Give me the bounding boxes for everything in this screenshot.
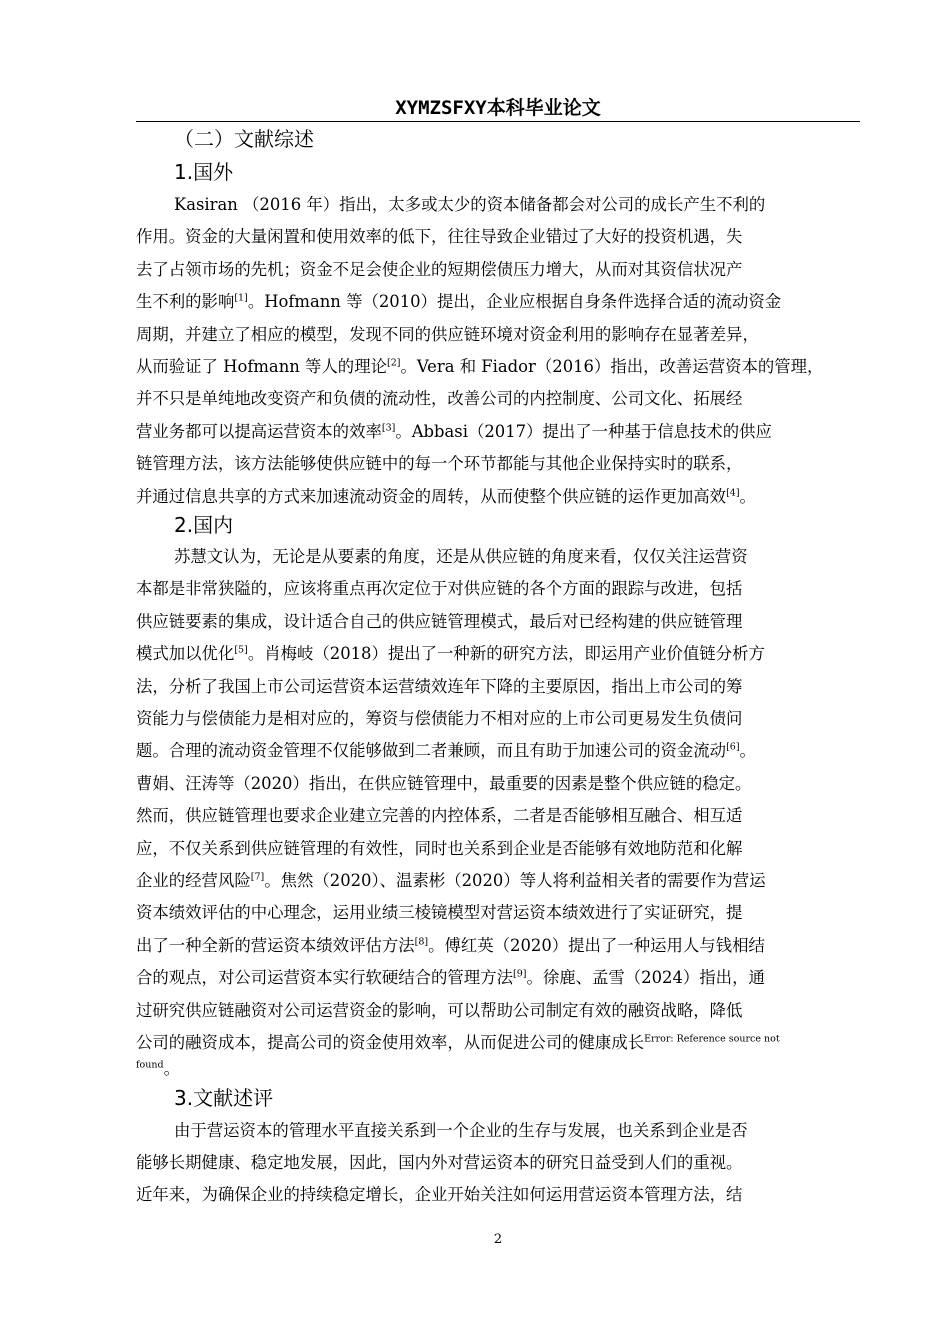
text-line: 应，不仅关系到供应链管理的有效性，同时也关系到企业是否能够有效地防范和化解 bbox=[136, 838, 743, 858]
text-segment: 。焦然（2020）、温素彬（2020）等人将利益相关者的需要作为营运 bbox=[264, 871, 766, 890]
text-segment: 模式加以优化 bbox=[136, 644, 235, 664]
text-line: 由于营运资本的管理水平直接关系到一个企业的生存与发展，也关系到企业是否 bbox=[174, 1121, 748, 1140]
text-line: 资本绩效评估的中心理念，运用业绩三棱镜模型对营运资本绩效进行了实证研究，提 bbox=[136, 903, 743, 923]
text-line bbox=[136, 962, 860, 994]
citation-ref: [5] bbox=[234, 644, 248, 656]
text-segment: 从而验证了 Hofmann 等人的理论 bbox=[136, 357, 387, 376]
text-segment: 。Abbasi（2017）提出了一种基于信息技术的供应 bbox=[395, 421, 772, 441]
text-line: 作用。资金的大量闲置和使用效率的低下，往往导致企业错过了大好的投资机遇，失 bbox=[136, 227, 743, 247]
citation-ref: Error: Reference source not bbox=[644, 1033, 780, 1045]
citation-ref: [1] bbox=[234, 292, 248, 304]
text-line bbox=[136, 930, 860, 962]
header-title: 本科毕业论文 bbox=[486, 97, 601, 119]
citation-ref: [2] bbox=[386, 357, 401, 369]
text-segment: 题。合理的流动资金管理不仅能够做到二者兼顾，而且有助于加速公司的资金流动 bbox=[136, 741, 727, 761]
page-header bbox=[136, 95, 860, 122]
text-line: 近年来，为确保企业的持续稳定增长，企业开始关注如何运用营运资本管理方法，结 bbox=[136, 1185, 743, 1205]
text-segment: 合的观点，对公司运营资本实行软硬结合的管理方法 bbox=[136, 968, 513, 988]
subheading-foreign: 1.国外 bbox=[174, 160, 234, 184]
citation-ref: [7] bbox=[250, 871, 265, 883]
text-line bbox=[136, 638, 860, 670]
text-segment: 。 bbox=[163, 1059, 180, 1078]
subheading-review: 3.文献述评 bbox=[174, 1086, 274, 1110]
text-segment: 。Hofmann 等（2010）提出，企业应根据自身条件选择合适的流动资金 bbox=[247, 292, 782, 312]
text-line bbox=[136, 481, 860, 513]
subheading-domestic: 2.国内 bbox=[174, 513, 234, 537]
text-line bbox=[136, 735, 860, 767]
text-line bbox=[136, 351, 860, 383]
text-segment: 。徐鹿、孟雪（2024）指出，通 bbox=[526, 968, 765, 988]
text-segment: 企业的经营风险 bbox=[136, 871, 251, 890]
text-line: 能够长期健康、稳定地发展，因此，国内外对营运资本的研究日益受到人们的重视。 bbox=[136, 1153, 743, 1173]
text-line: 苏慧文认为，无论是从要素的角度，还是从供应链的角度来看，仅仅关注运营资 bbox=[174, 547, 748, 566]
text-segment: 出了一种全新的营运资本绩效评估方法 bbox=[136, 935, 415, 955]
text-segment: 。Vera 和 Fiador（2016）指出，改善运营资本的管理， bbox=[400, 357, 824, 376]
text-segment: 。 bbox=[739, 486, 756, 506]
text-segment: 公司的融资成本，提高公司的资金使用效率，从而促进公司的健康成长 bbox=[136, 1033, 645, 1052]
text-line bbox=[136, 416, 860, 448]
text-line: 过研究供应链融资对公司运营资金的影响，可以帮助公司制定有效的融资战略，降低 bbox=[136, 1000, 743, 1020]
text-line: 去了占领市场的先机；资金不足会使企业的短期偿债压力增大，从而对其资信状况产 bbox=[136, 259, 743, 279]
text-segment: 。傅红英（2020）提出了一种运用人与钱相结 bbox=[428, 935, 765, 955]
text-line: 周期，并建立了相应的模型，发现不同的供应链环境对资金利用的影响存在显著差异， bbox=[136, 324, 759, 344]
page-number: 2 bbox=[493, 1232, 503, 1247]
text-line: 然而，供应链管理也要求企业建立完善的内控体系，二者是否能够相互融合、相互适 bbox=[136, 806, 743, 826]
text-segment: 。 bbox=[739, 741, 756, 761]
text-segment: 生不利的影响 bbox=[136, 292, 235, 312]
text-line: 供应链要素的集成，设计适合自己的供应链管理模式，最后对已经构建的供应链管理 bbox=[136, 611, 743, 631]
citation-ref: [4] bbox=[726, 487, 740, 499]
citation-ref: [3] bbox=[381, 422, 396, 434]
section-title: （二）文献综述 bbox=[174, 127, 314, 151]
text-line: 并不只是单纯地改变资产和负债的流动性，改善公司的内控制度、公司文化、拓展经 bbox=[136, 389, 743, 409]
citation-ref: found bbox=[136, 1059, 164, 1071]
text-line: 本都是非常狭隘的，应该将重点再次定位于对供应链的各个方面的跟踪与改进，包括 bbox=[136, 579, 743, 599]
text-line: 资能力与偿债能力是相对应的，筹资与偿债能力不相对应的上市公司更易发生负债问 bbox=[136, 709, 743, 728]
text-line: 曹娟、汪涛等（2020）指出，在供应链管理中，最重要的因素是整个供应链的稳定。 bbox=[136, 773, 752, 793]
text-line: Kasiran （2016 年）指出，太多或太少的资本储备都会对公司的成长产生不利的 bbox=[174, 195, 766, 214]
text-segment: 并通过信息共享的方式来加速流动资金的周转，从而使整个供应链的运作更加高效 bbox=[136, 486, 727, 506]
text-segment: 。肖梅岐（2018）提出了一种新的研究方法，即运用产业价值链分析方 bbox=[247, 644, 765, 664]
text-line bbox=[136, 286, 860, 318]
text-segment: 营业务都可以提高运营资本的效率 bbox=[136, 421, 382, 441]
header-code: XYMZSFXY bbox=[395, 97, 487, 119]
citation-ref: [6] bbox=[726, 741, 740, 753]
citation-ref: [9] bbox=[512, 968, 527, 980]
citation-ref: [8] bbox=[414, 936, 429, 948]
text-line bbox=[136, 1057, 860, 1081]
text-line bbox=[136, 865, 860, 897]
text-line bbox=[136, 1027, 860, 1059]
text-line: 链管理方法，该方法能够使供应链中的每一个环节都能与其他企业保持实时的联系， bbox=[136, 454, 743, 474]
text-line: 法，分析了我国上市公司运营资本运营绩效连年下降的主要原因，指出上市公司的筹 bbox=[136, 676, 743, 696]
